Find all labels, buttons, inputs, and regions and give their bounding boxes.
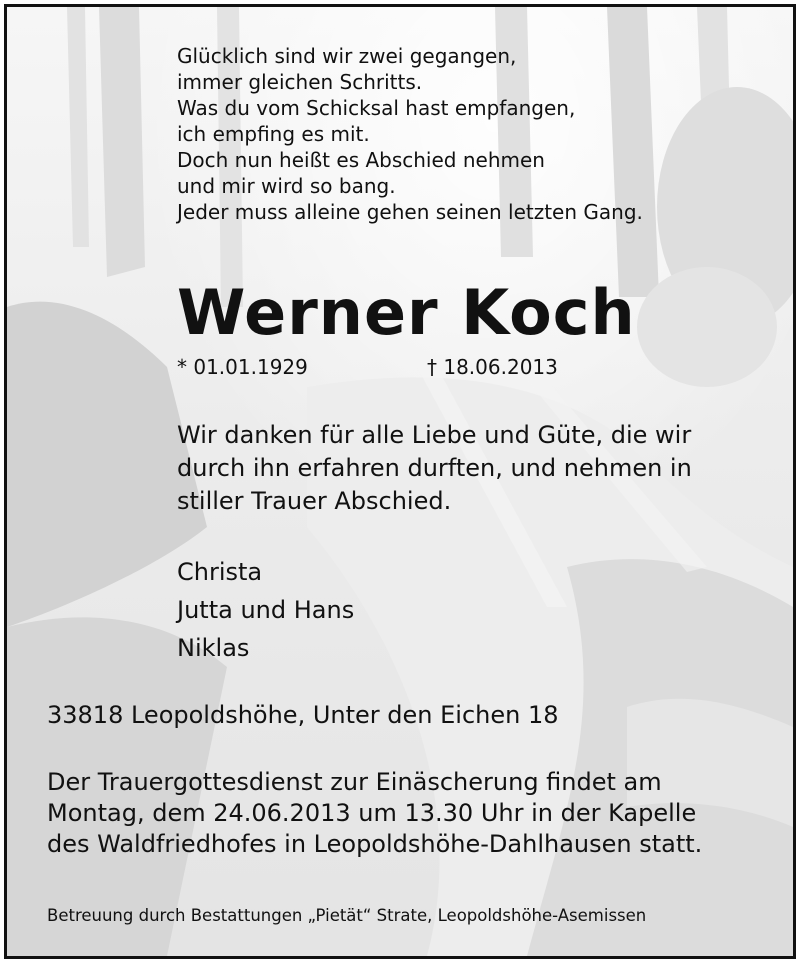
service-line: Der Trauergottesdienst zur Einäscherung findet am xyxy=(47,768,662,796)
poem-line: immer gleichen Schritts. xyxy=(177,70,423,94)
poem-line: ich empfing es mit. xyxy=(177,122,370,146)
thanks-line: durch ihn erfahren durften, und nehmen in xyxy=(177,454,692,482)
family-address: 33818 Leopoldshöhe, Unter den Eichen 18 xyxy=(47,701,559,729)
poem-line: und mir wird so bang. xyxy=(177,174,396,198)
poem-line: Jeder muss alleine gehen seinen letzten Gang. xyxy=(177,200,643,224)
obituary-card xyxy=(4,4,796,959)
birth-date: * 01.01.1929 xyxy=(177,355,308,379)
death-date: † 18.06.2013 xyxy=(427,355,558,379)
poem-line: Was du vom Schicksal hast empfangen, xyxy=(177,96,576,120)
service-line: Montag, dem 24.06.2013 um 13.30 Uhr in der Kapelle xyxy=(47,799,697,827)
service-announcement xyxy=(47,767,702,860)
mourner-name: Christa xyxy=(177,558,263,586)
mourner-name: Jutta und Hans xyxy=(177,596,355,624)
mourner-name: Niklas xyxy=(177,634,250,662)
service-line: des Waldfriedhofes in Leopoldshöhe-Dahlhausen statt. xyxy=(47,830,703,858)
thanks-text xyxy=(177,419,692,518)
thanks-line: Wir danken für alle Liebe und Güte, die wir xyxy=(177,421,692,449)
poem xyxy=(177,43,643,225)
funeral-home-credit: Betreuung durch Bestattungen „Pietät“ Strate, Leopoldshöhe-Asemissen xyxy=(47,906,647,925)
poem-line: Doch nun heißt es Abschied nehmen xyxy=(177,148,545,172)
thanks-line: stiller Trauer Abschied. xyxy=(177,487,452,515)
deceased-name: Werner Koch xyxy=(177,276,636,349)
poem-line: Glücklich sind wir zwei gegangen, xyxy=(177,44,517,68)
mourners-list xyxy=(177,553,354,667)
